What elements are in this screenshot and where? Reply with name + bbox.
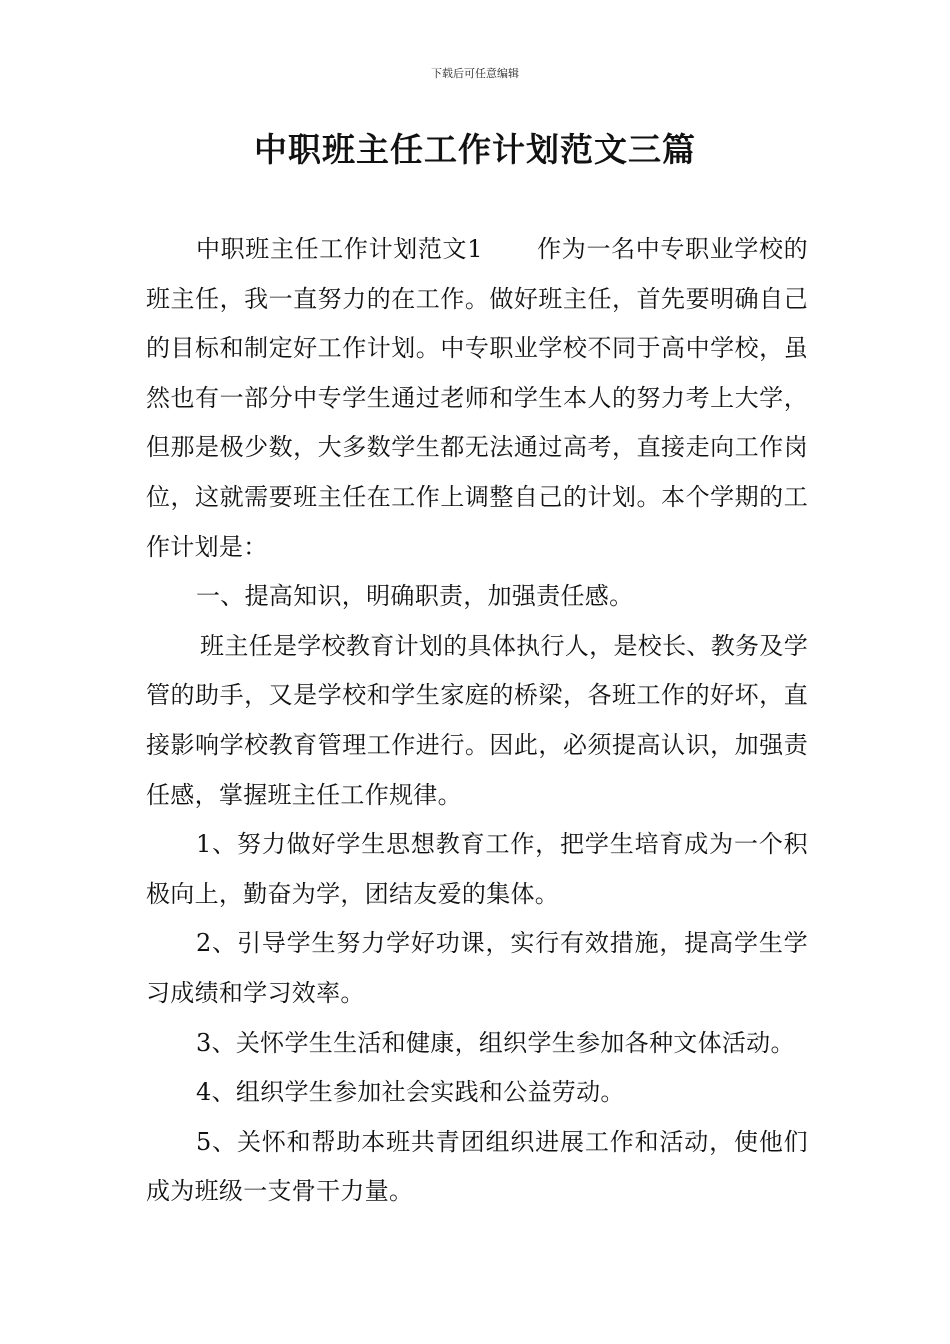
paragraph-intro-text: 作为一名中专职业学校的班主任，我一直努力的在工作。做好班主任，首先要明确自己的目标和制定好工作计划。中专职业学校不同于高中学校，虽然也有一部分中专学生通过老师和学生本人的努力考上大学，但那是极少数，大多数学生都无法通过高考，直接走向工作岗位，这就需要班主任在工作上调整自己的计划。本个学期的工作计划是： — [146, 235, 808, 561]
document-title: 中职班主任工作计划范文三篇 — [254, 130, 696, 169]
list-item: 1、努力做好学生思想教育工作，把学生培育成为一个积极向上，勤奋为学，团结友爱的集体。 — [146, 830, 808, 908]
paragraph-section-heading: 一、提高知识，明确职责，加强责任感。 — [196, 582, 634, 611]
list-item: 2、引导学生努力学好功课，实行有效措施，提高学生学习成绩和学习效率。 — [146, 929, 808, 1007]
list-item: 4、组织学生参加社会实践和公益劳动。 — [196, 1078, 625, 1107]
paragraph-intro — [146, 225, 808, 572]
header-note: 下载后可任意编辑 — [431, 67, 519, 80]
paragraph: 班主任是学校教育计划的具体执行人，是校长、教务及学管的助手，又是学校和学生家庭的桥梁，各班工作的好坏，直接影响学校教育管理工作进行。因此，必须提高认识，加强责任感，掌握班主任工作规律。 — [146, 631, 808, 809]
intro-heading: 中职班主任工作计划范文1 — [196, 235, 483, 263]
list-item: 3、关怀学生生活和健康，组织学生参加各种文体活动。 — [196, 1028, 795, 1057]
list-item: 5、关怀和帮助本班共青团组织进展工作和活动，使他们成为班级一支骨干力量。 — [146, 1127, 808, 1206]
document-body — [146, 225, 808, 1217]
